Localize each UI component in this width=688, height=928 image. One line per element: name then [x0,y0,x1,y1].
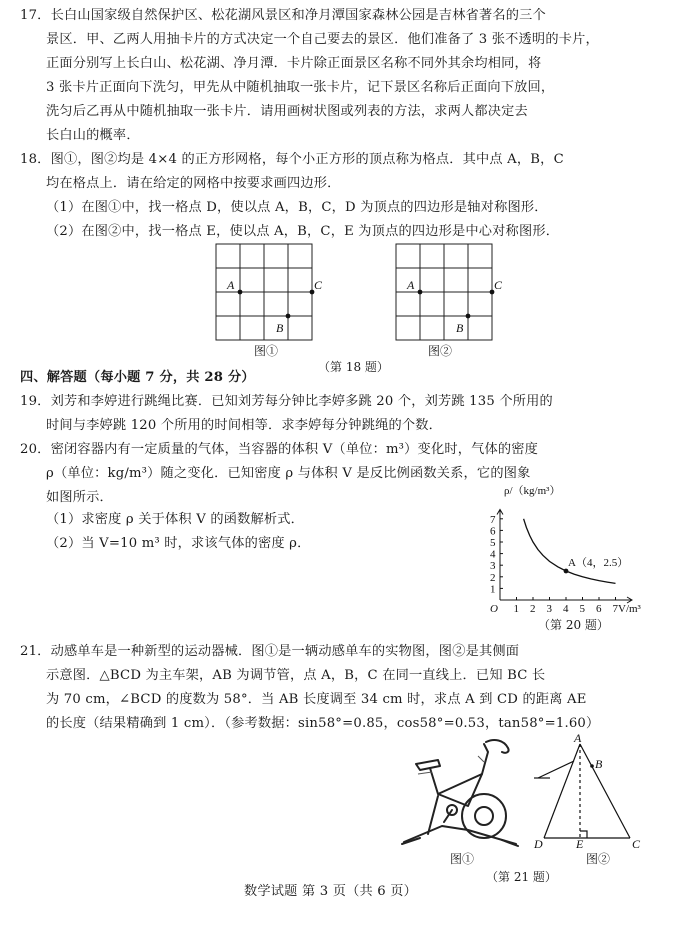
chart-y-axis-label: ρ/（kg/m³） [504,485,561,497]
chart-y-tick-label: 1 [490,583,496,596]
section-4-heading: 四、解答题（每小题 7 分，共 28 分） [20,370,255,385]
chart-y-tick-label: 6 [490,525,496,538]
q20-line-5: （2）当 V=10 m³ 时，求该气体的密度 ρ． [46,536,311,551]
q17-line-5: 洗匀后乙再从中随机抽取一张卡片．请用画树状图或列表的方法，求两人都决定去 [46,104,528,119]
chart-y-tick-label: 3 [490,560,496,573]
bike-flywheel [462,794,506,838]
q17-line-3: 正面分别写上长白山、松花湖、净月潭．卡片除正面景区名称不同外其余均相同，将 [46,56,542,71]
bike-saddle [416,760,440,770]
segment-ac [580,744,630,838]
q21-fig2-caption: 图② [586,852,611,866]
chart-y-tick-label: 7 [490,513,496,526]
point-a-dot [238,290,243,295]
q20-line-2: ρ（单位：kg/m³）随之变化．已知密度 ρ 与体积 V 是反比例函数关系，它的图象 [46,466,531,481]
point-a-label: A [227,278,235,292]
grid-lines [216,244,312,340]
point-b-label: B [276,321,284,335]
q18-line-2: 均在格点上．请在给定的网格中按要求画四边形． [46,176,341,191]
bike-handlebar [486,740,509,753]
q17-line-4: 3 张卡片正面向下洗匀，甲先从中随机抽取一张卡片，记下景区名称后正面向下放回， [46,80,555,95]
bike-base [404,826,516,844]
bike-frame [438,774,482,806]
q18-fig2-caption: 图② [428,344,453,358]
bike-flywheel-hub [475,807,493,825]
chart-curve-series [524,519,616,584]
segment-da [544,744,580,838]
q18-fig1-caption: 图① [254,344,279,358]
chart-x-tick-label: 2 [530,603,536,615]
saddle-bar [538,761,574,778]
point-e-label: E [576,837,584,850]
chart-x-axis-label: V/m³ [618,603,641,615]
point-b-label: B [456,321,464,335]
point-c-label: C [314,278,322,292]
q21-side-schematic [528,734,654,850]
point-b-label: B [595,757,603,771]
bike-handle-post [482,744,488,774]
chart-x-tick-label: 1 [513,603,519,615]
chart-point-a [564,569,569,574]
q20-question-label: （第 20 题） [538,618,609,632]
exercise-bike-illustration [398,734,524,852]
chart-y-tick-label: 5 [490,537,496,549]
q18-grid-figure-1 [206,240,322,342]
q18-line-3: （1）在图①中，找一格点 D，使以点 A，B，C，D 为顶点的四边形是轴对称图形． [46,200,548,215]
q17-line-2: 景区．甲、乙两人用抽卡片的方式决定一个自己要去的景区．他们准备了 3 张不透明的卡片， [46,32,599,47]
q21-line-3: 为 70 cm，∠BCD 的度数为 58°．当 AB 长度调至 34 cm 时，求点 A 到 CD 的距离 AE [46,692,587,707]
chart-y-tick-label: 2 [490,571,496,584]
q19-line-2: 时间与李婷跳 120 个所用的时间相等．求李婷每分钟跳绳的个数． [46,418,443,433]
bike-detail-lines [418,756,484,774]
q18-grid-figure-2 [386,240,502,342]
chart-x-tick-label: 7 [612,603,618,615]
point-b-dot [286,314,291,319]
chart-x-tick-label: 3 [546,603,552,615]
q18-line-4: （2）在图②中，找一格点 E，使以点 A，B，C，E 为顶点的四边形是中心对称图形． [46,224,560,239]
chart-y-tick-label: 4 [490,548,496,561]
q21-fig1-caption: 图① [450,852,475,866]
q18-question-label: （第 18 题） [318,360,389,374]
point-b-dot [590,764,594,768]
q20-line-4: （1）求密度 ρ 关于体积 V 的函数解析式． [46,512,305,527]
chart-origin-label: O [490,603,498,615]
q17-line-1: 17．长白山国家级自然保护区、松花湖风景区和净月潭国家森林公园是吉林省著名的三个 [20,8,546,23]
q20-line-3: 如图所示． [46,490,113,505]
page-footer: 数学试题 第 3 页（共 6 页） [244,884,418,899]
chart-x-tick-label: 4 [563,603,569,615]
q19-line-1: 19．刘芳和李婷进行跳绳比赛．已知刘芳每分钟比李婷多跳 20 个，刘芳跳 135 个所用的 [20,394,553,409]
chart-x-tick-label: 6 [596,603,602,615]
q21-line-1: 21．动感单车是一种新型的运动器械．图①是一辆动感单车的实物图，图②是其侧面 [20,644,520,659]
q17-line-6: 长白山的概率． [46,128,140,143]
q21-line-2: 示意图．△BCD 为主车架，AB 为调节管，点 A，B，C 在同一直线上．已知 BC 长 [46,668,546,683]
grid-lines [396,244,492,340]
q21-question-label: （第 21 题） [486,870,557,884]
point-a-dot [418,290,423,295]
point-d-label: D [534,837,543,850]
q20-density-chart [486,482,658,616]
point-b-dot [466,314,471,319]
chart-point-a-label: A（4，2.5） [568,557,629,569]
chart-x-tick-label: 5 [579,603,585,615]
point-c-label: C [494,278,502,292]
q18-line-1: 18．图①，图②均是 4×4 的正方形网格，每个小正方形的顶点称为格点．其中点 A，B，C [20,152,564,167]
point-a-label: A [407,278,415,292]
q21-line-4: 的长度（结果精确到 1 cm）．（参考数据：sin58°=0.85，cos58°=0.53，tan58°=1.60） [46,716,600,731]
point-a-label: A [574,734,582,745]
point-c-label: C [632,837,641,850]
q20-line-1: 20．密闭容器内有一定质量的气体，当容器的体积 V（单位：m³）变化时，气体的密度 [20,442,539,457]
